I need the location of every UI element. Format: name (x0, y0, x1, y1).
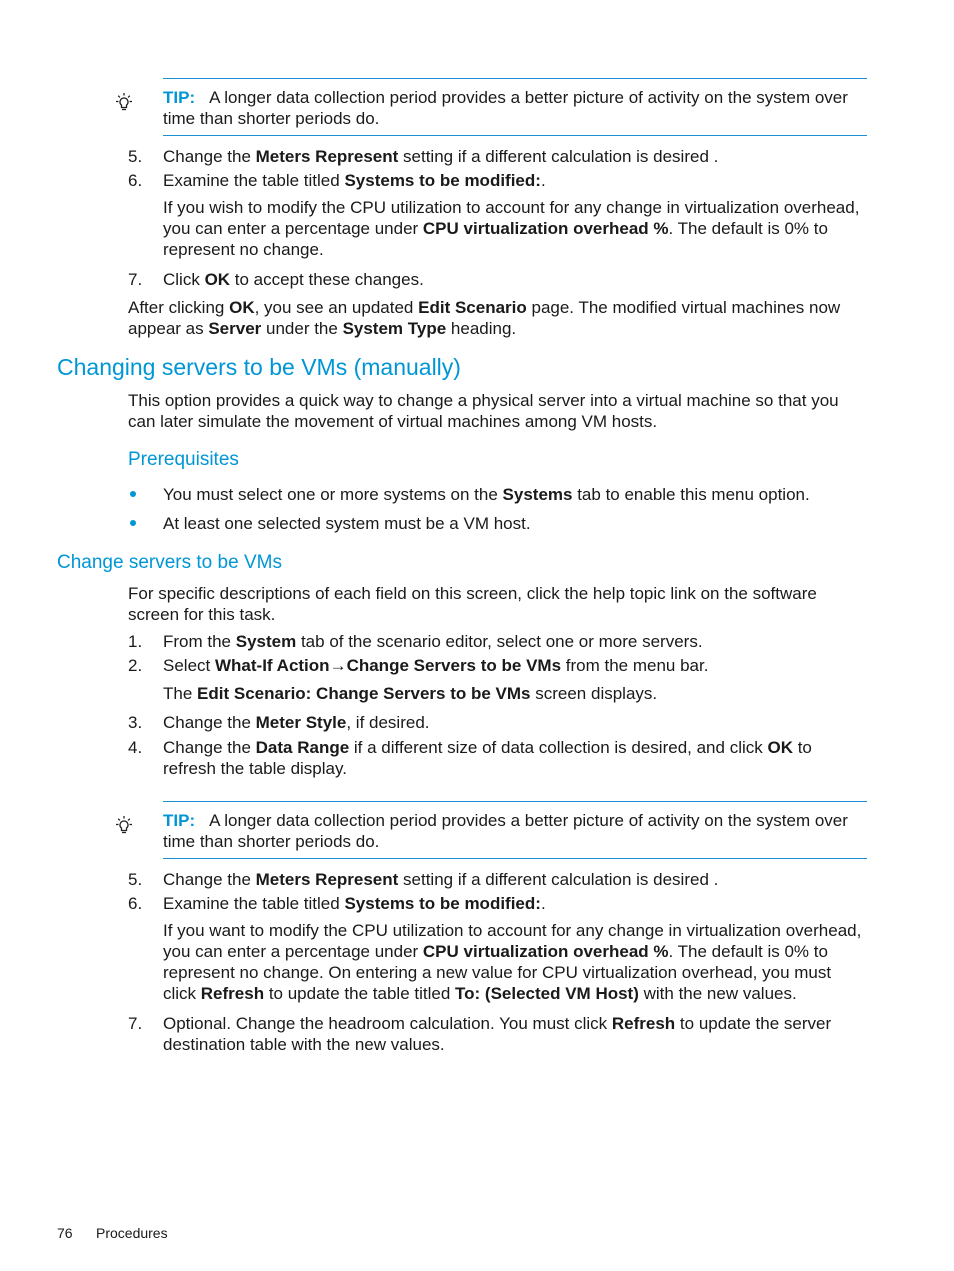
arrow-icon: → (329, 656, 347, 675)
step-6: Examine the table titled Systems to be modified:. (163, 894, 546, 913)
step-7: Click OK to accept these changes. (163, 270, 424, 289)
tip-label: TIP: (163, 811, 196, 830)
lightbulb-icon (113, 92, 135, 114)
step-6-detail: If you wish to modify the CPU utilization to account for any change in virtualization overhead, you can enter a percentage under CPU virtualization overhead %. The default is 0% to represent no change. (163, 198, 860, 259)
step-number: 4. (128, 738, 143, 757)
step-3: Change the Meter Style, if desired. (163, 713, 430, 732)
lightbulb-icon (113, 815, 135, 837)
tip-box (163, 801, 867, 859)
tip-box (163, 78, 867, 136)
bullet-icon (130, 520, 136, 526)
bullet-item: You must select one or more systems on the Systems tab to enable this menu option. (163, 485, 810, 504)
bullet-item: At least one selected system must be a VM host. (163, 514, 531, 533)
step-number: 6. (128, 894, 143, 913)
page-number: 76 (57, 1225, 73, 1241)
step-5: Change the Meters Represent setting if a different calculation is desired . (163, 147, 719, 166)
prerequisites-heading: Prerequisites (128, 449, 239, 470)
step-5: Change the Meters Represent setting if a different calculation is desired . (163, 870, 719, 889)
tip-label: TIP: (163, 88, 196, 107)
section-heading: Changing servers to be VMs (manually) (57, 354, 461, 380)
tip-text: A longer data collection period provides a better picture of activity on the system over time than shorter periods do. (163, 811, 848, 851)
tip-text: A longer data collection period provides a better picture of activity on the system over time than shorter periods do. (163, 88, 848, 128)
step-number: 5. (128, 147, 143, 166)
step-2: Select What-If Action→Change Servers to be VMs from the menu bar. (163, 656, 709, 675)
step-number: 7. (128, 270, 143, 289)
step-4: Change the Data Range if a different size of data collection is desired, and click OK to refresh the table display. (163, 738, 812, 778)
subsection-intro: For specific descriptions of each field on this screen, click the help topic link on the software screen for this task. (128, 584, 817, 624)
footer-section: Procedures (96, 1225, 168, 1241)
step-6-detail: If you want to modify the CPU utilization to account for any change in virtualization overhead, you can enter a percentage under CPU virtualization overhead %. The default is 0% to represent no change. On entering a new value for CPU virtualization overhead, you must click Refresh to update the table titled To: (Selected VM Host) with the new values. (163, 921, 862, 1003)
step-number: 2. (128, 656, 143, 675)
step-7: Optional. Change the headroom calculation. You must click Refresh to update the server destination table with the new values. (163, 1014, 832, 1054)
section-intro: This option provides a quick way to change a physical server into a virtual machine so that you can later simulate the movement of virtual machines among VM hosts. (128, 391, 839, 431)
step-6: Examine the table titled Systems to be modified:. (163, 171, 546, 190)
step-number: 7. (128, 1014, 143, 1033)
step-number: 3. (128, 713, 143, 732)
step-number: 5. (128, 870, 143, 889)
step-1: From the System tab of the scenario editor, select one or more servers. (163, 632, 703, 651)
subsection-heading: Change servers to be VMs (57, 552, 282, 573)
step-number: 1. (128, 632, 143, 651)
after-paragraph: After clicking OK, you see an updated Edit Scenario page. The modified virtual machines now appear as Server under the System Type heading. (128, 298, 841, 338)
step-2-detail: The Edit Scenario: Change Servers to be VMs screen displays. (163, 684, 658, 703)
bullet-icon (130, 491, 136, 497)
step-number: 6. (128, 171, 143, 190)
